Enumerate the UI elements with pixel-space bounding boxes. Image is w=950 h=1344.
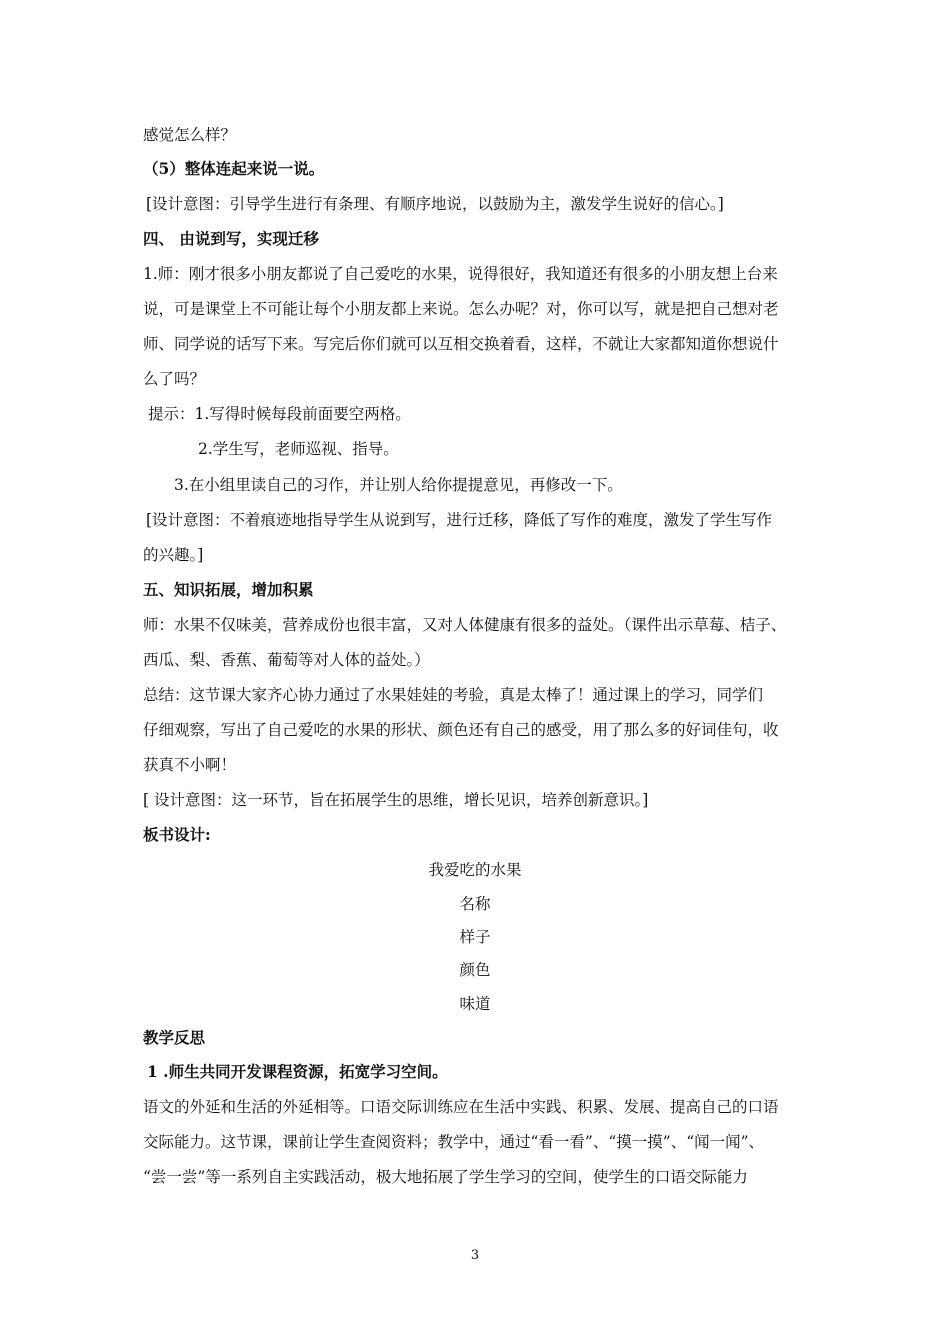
tip-line: 3.在小组里读自己的习作，并让别人给你提提意见，再修改一下。 <box>174 476 623 494</box>
text-line: 西瓜、梨、香蕉、葡萄等对人体的益处。） <box>143 651 430 669</box>
design-intent: [ 设计意图：这一环节，旨在拓展学生的思维，增长见识，培养创新意识。] <box>143 791 649 809</box>
text-line: 师、同学说的话写下来。写完后你们就可以互相交换着看，这样，不就让大家都知道你想说什 <box>143 335 779 353</box>
text-line: 说，可是课堂上不可能让每个小朋友都上来说。怎么办呢？对，你可以写，就是把自己想对老 <box>143 300 779 318</box>
section-heading: （5）整体连起来说一说。 <box>143 159 325 178</box>
text-line: 么了吗？ <box>143 370 206 388</box>
text-line: 语文的外延和生活的外延相等。口语交际训练应在生活中实践、积累、发展、提高自己的口语 <box>143 1098 779 1116</box>
board-item: 颜色 <box>459 961 491 979</box>
text-line: 获真不小啊！ <box>143 756 237 774</box>
board-item: 样子 <box>459 928 491 946</box>
reflection-heading: 教学反思 <box>143 1028 206 1047</box>
design-intent: [设计意图：引导学生进行有条理、有顺序地说，以鼓励为主，激发学生说好的信心。] <box>146 195 724 213</box>
board-item: 名称 <box>459 895 491 913</box>
text-line: 总结：这节课大家齐心协力通过了水果娃娃的考验，真是太棒了！通过课上的学习，同学们 <box>143 686 764 704</box>
text-line: “尝一尝”等一系列自主实践活动，极大地拓展了学生学习的空间，使学生的口语交际能力 <box>143 1168 748 1186</box>
section-heading: 板书设计: <box>143 825 211 844</box>
page-number: 3 <box>470 1248 480 1263</box>
design-intent: [设计意图：不着痕迹地指导学生从说到写，进行迁移，降低了写作的难度，激发了学生写作 <box>146 511 773 529</box>
text-line: 的兴趣。] <box>143 546 204 564</box>
reflection-subheading: 1 .师生共同开发课程资源，拓宽学习空间。 <box>147 1062 448 1081</box>
tip-line: 2.学生写，老师巡视、指导。 <box>198 440 399 458</box>
text-line: 师：水果不仅味美，营养成份也很丰富，又对人体健康有很多的益处。（课件出示草莓、桔子、 <box>143 616 787 634</box>
tip-line: 提示：1.写得时候每段前面要空两格。 <box>148 405 411 423</box>
text-line: 交际能力。这节课，课前让学生查阅资料；教学中，通过“看一看”、“摸一摸”、“闻一闻”、 <box>143 1133 765 1151</box>
text-line: 感觉怎么样？ <box>143 126 237 144</box>
board-item: 味道 <box>459 995 491 1013</box>
text-line: 仔细观察，写出了自己爱吃的水果的形状、颜色还有自己的感受，用了那么多的好词佳句，收 <box>143 721 779 739</box>
section-heading: 五、知识拓展，增加积累 <box>143 580 314 599</box>
board-title: 我爱吃的水果 <box>428 861 522 879</box>
section-heading: 四、 由说到写，实现迁移 <box>143 229 319 248</box>
text-line: 1.师：刚才很多小朋友都说了自己爱吃的水果，说得很好，我知道还有很多的小朋友想上台来 <box>143 265 778 283</box>
